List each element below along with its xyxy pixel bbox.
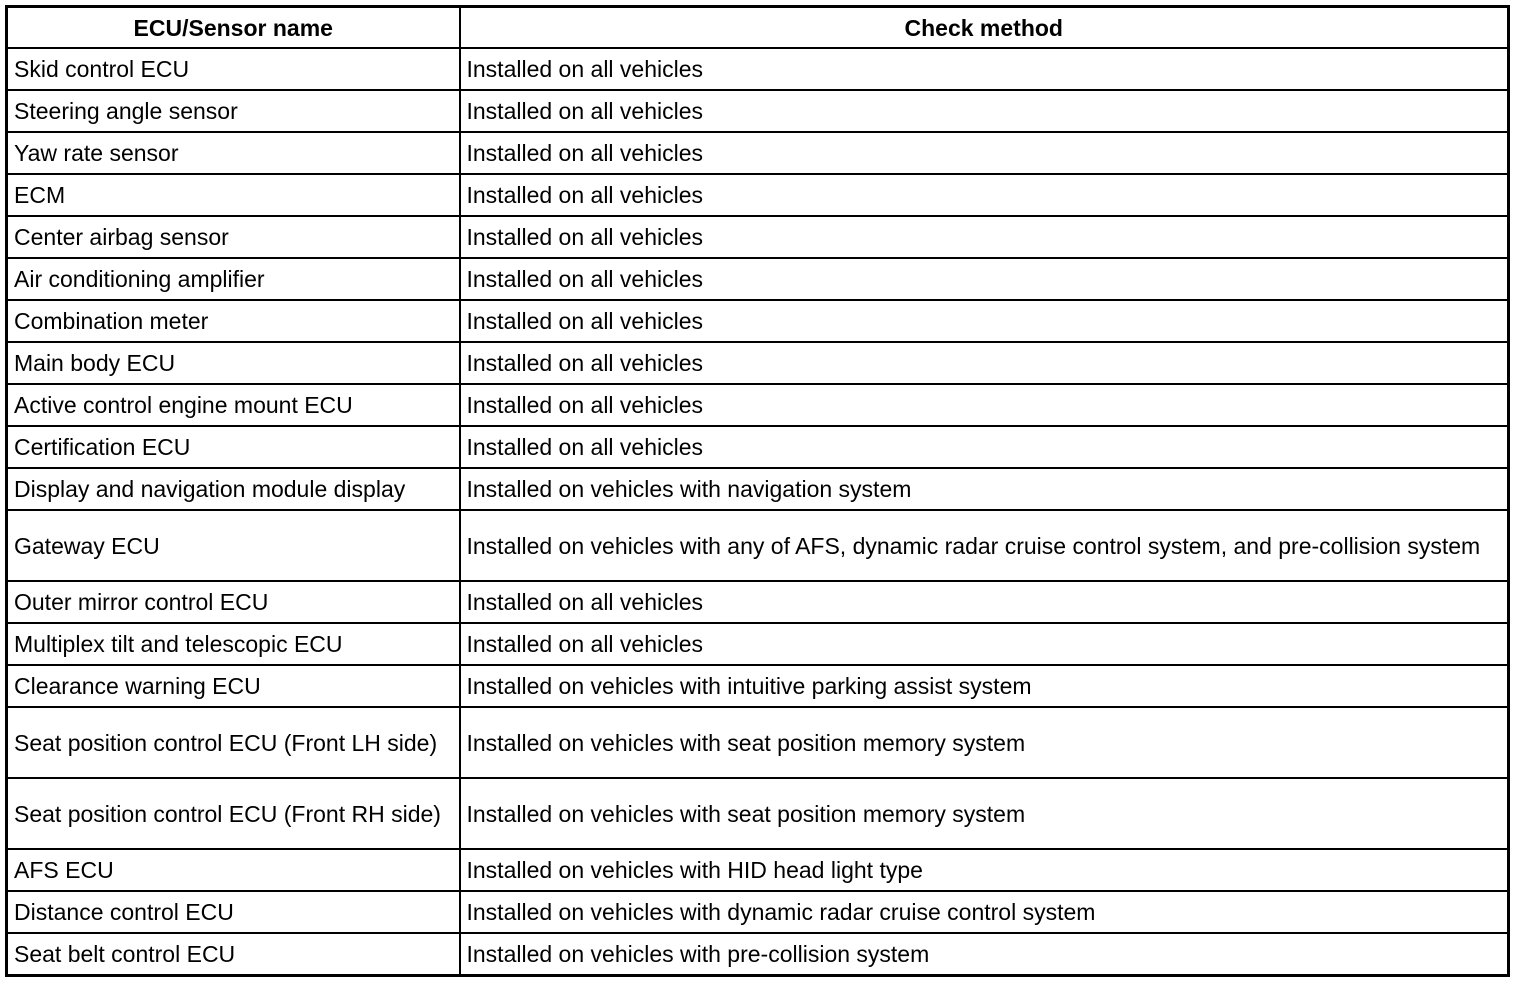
check-method-cell: Installed on all vehicles xyxy=(460,342,1509,384)
table-row xyxy=(7,581,1509,623)
table-row xyxy=(7,623,1509,665)
ecu-name-cell: Skid control ECU xyxy=(7,48,460,90)
ecu-name-cell: Steering angle sensor xyxy=(7,90,460,132)
table-row xyxy=(7,849,1509,891)
ecu-sensor-table xyxy=(5,5,1510,977)
ecu-name-cell: ECM xyxy=(7,174,460,216)
check-method-cell: Installed on all vehicles xyxy=(460,132,1509,174)
table-row xyxy=(7,510,1509,581)
ecu-name-cell: Active control engine mount ECU xyxy=(7,384,460,426)
ecu-name-cell: AFS ECU xyxy=(7,849,460,891)
table-row xyxy=(7,468,1509,510)
check-method-cell: Installed on vehicles with pre-collision system xyxy=(460,933,1509,976)
table-row xyxy=(7,665,1509,707)
check-method-cell: Installed on vehicles with any of AFS, dynamic radar cruise control system, and pre-collision system xyxy=(460,510,1509,581)
table-row xyxy=(7,300,1509,342)
ecu-name-cell: Seat belt control ECU xyxy=(7,933,460,976)
table-row xyxy=(7,90,1509,132)
ecu-name-cell: Center airbag sensor xyxy=(7,216,460,258)
check-method-cell: Installed on all vehicles xyxy=(460,174,1509,216)
check-method-cell: Installed on all vehicles xyxy=(460,384,1509,426)
header-check-method: Check method xyxy=(460,7,1509,49)
ecu-name-cell: Display and navigation module display xyxy=(7,468,460,510)
table-row xyxy=(7,891,1509,933)
check-method-cell: Installed on vehicles with seat position memory system xyxy=(460,707,1509,778)
ecu-name-cell: Clearance warning ECU xyxy=(7,665,460,707)
check-method-cell: Installed on all vehicles xyxy=(460,216,1509,258)
table-row xyxy=(7,342,1509,384)
ecu-name-cell: Distance control ECU xyxy=(7,891,460,933)
check-method-cell: Installed on vehicles with HID head light type xyxy=(460,849,1509,891)
check-method-cell: Installed on all vehicles xyxy=(460,426,1509,468)
table-row xyxy=(7,216,1509,258)
check-method-cell: Installed on all vehicles xyxy=(460,90,1509,132)
table-row xyxy=(7,707,1509,778)
check-method-cell: Installed on vehicles with navigation system xyxy=(460,468,1509,510)
check-method-cell: Installed on all vehicles xyxy=(460,258,1509,300)
ecu-name-cell: Outer mirror control ECU xyxy=(7,581,460,623)
check-method-cell: Installed on vehicles with intuitive parking assist system xyxy=(460,665,1509,707)
ecu-name-cell: Combination meter xyxy=(7,300,460,342)
table-row xyxy=(7,132,1509,174)
table-row xyxy=(7,933,1509,976)
check-method-cell: Installed on vehicles with seat position memory system xyxy=(460,778,1509,849)
header-ecu-sensor-name: ECU/Sensor name xyxy=(7,7,460,49)
table-row xyxy=(7,426,1509,468)
ecu-name-cell: Yaw rate sensor xyxy=(7,132,460,174)
table-row xyxy=(7,258,1509,300)
ecu-name-cell: Certification ECU xyxy=(7,426,460,468)
check-method-cell: Installed on vehicles with dynamic radar cruise control system xyxy=(460,891,1509,933)
ecu-name-cell: Multiplex tilt and telescopic ECU xyxy=(7,623,460,665)
check-method-cell: Installed on all vehicles xyxy=(460,300,1509,342)
ecu-name-cell: Air conditioning amplifier xyxy=(7,258,460,300)
ecu-name-cell: Main body ECU xyxy=(7,342,460,384)
table-row xyxy=(7,778,1509,849)
ecu-name-cell: Gateway ECU xyxy=(7,510,460,581)
ecu-name-cell: Seat position control ECU (Front LH side) xyxy=(7,707,460,778)
ecu-name-cell: Seat position control ECU (Front RH side) xyxy=(7,778,460,849)
header-row xyxy=(7,7,1509,49)
check-method-cell: Installed on all vehicles xyxy=(460,48,1509,90)
table-row xyxy=(7,384,1509,426)
ecu-sensor-table-container xyxy=(5,5,1507,977)
table-row xyxy=(7,48,1509,90)
check-method-cell: Installed on all vehicles xyxy=(460,581,1509,623)
table-row xyxy=(7,174,1509,216)
check-method-cell: Installed on all vehicles xyxy=(460,623,1509,665)
